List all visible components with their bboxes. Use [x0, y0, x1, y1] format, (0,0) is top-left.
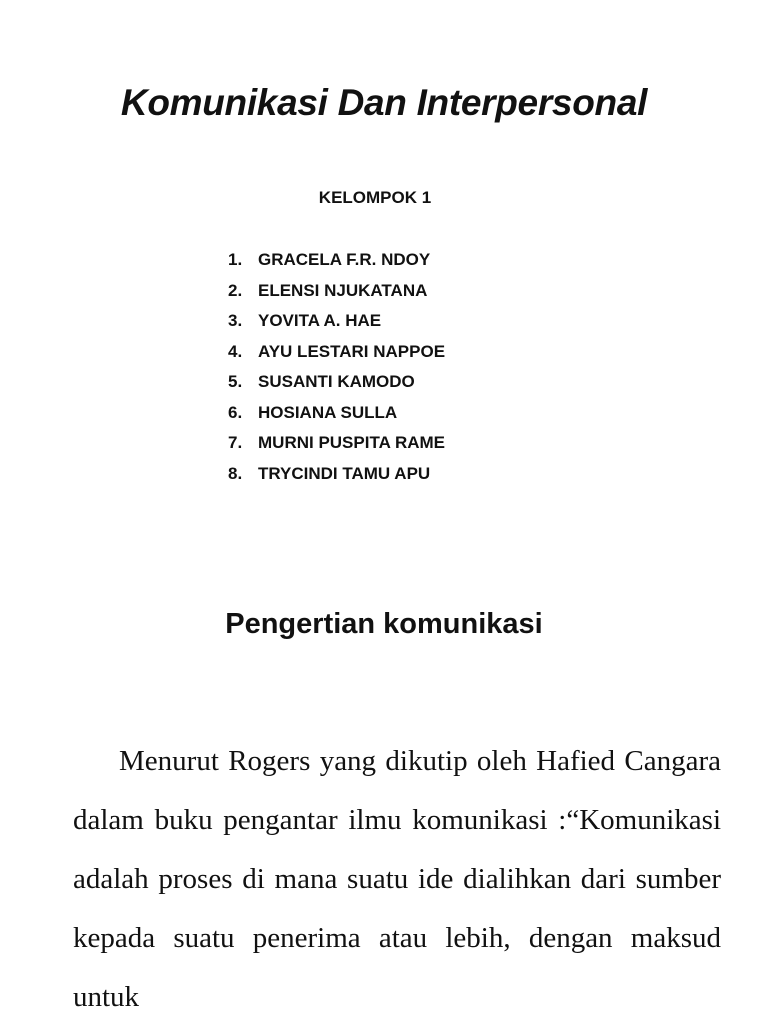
list-item-number: 1. — [228, 250, 243, 269]
list-item-number: 7. — [228, 433, 243, 452]
list-item-name: AYU LESTARI NAPPOE — [258, 341, 446, 361]
page-title: Komunikasi Dan Interpersonal — [120, 82, 648, 123]
list-item — [228, 341, 445, 372]
list-item-number: 3. — [228, 311, 243, 330]
list-item-number: 4. — [228, 341, 243, 361]
list-item-name: ELENSI NJUKATANA — [258, 280, 428, 300]
list-item-name: YOVITA A. HAE — [258, 311, 382, 330]
list-item — [228, 371, 445, 402]
list-item — [228, 280, 445, 311]
list-item-number: 5. — [228, 372, 243, 391]
body-paragraph: Menurut Rogers yang dikutip oleh Hafied Cangara dalam buku pengantar ilmu komunikasi :“Komunikasi adalah proses di mana suatu ide dialihkan dari sumber kepada suatu penerima atau lebih, dengan maksud untuk — [73, 745, 721, 1013]
list-item-name: GRACELA F.R. NDOY — [258, 250, 431, 269]
list-item — [228, 402, 445, 433]
list-item — [228, 249, 445, 280]
list-item-number: 6. — [228, 402, 243, 422]
section-heading: Pengertian komunikasi — [225, 608, 543, 640]
list-item-name: MURNI PUSPITA RAME — [258, 433, 445, 452]
list-item — [228, 463, 445, 494]
list-item-number: 8. — [228, 463, 243, 483]
list-item-name: HOSIANA SULLA — [258, 402, 398, 422]
list-item — [228, 310, 445, 341]
list-item-name: TRYCINDI TAMU APU — [258, 463, 431, 483]
list-item-name: SUSANTI KAMODO — [258, 372, 415, 391]
list-item — [228, 432, 445, 463]
group-label: KELOMPOK 1 — [318, 188, 432, 207]
list-item-number: 2. — [228, 280, 243, 300]
member-list — [228, 249, 445, 493]
